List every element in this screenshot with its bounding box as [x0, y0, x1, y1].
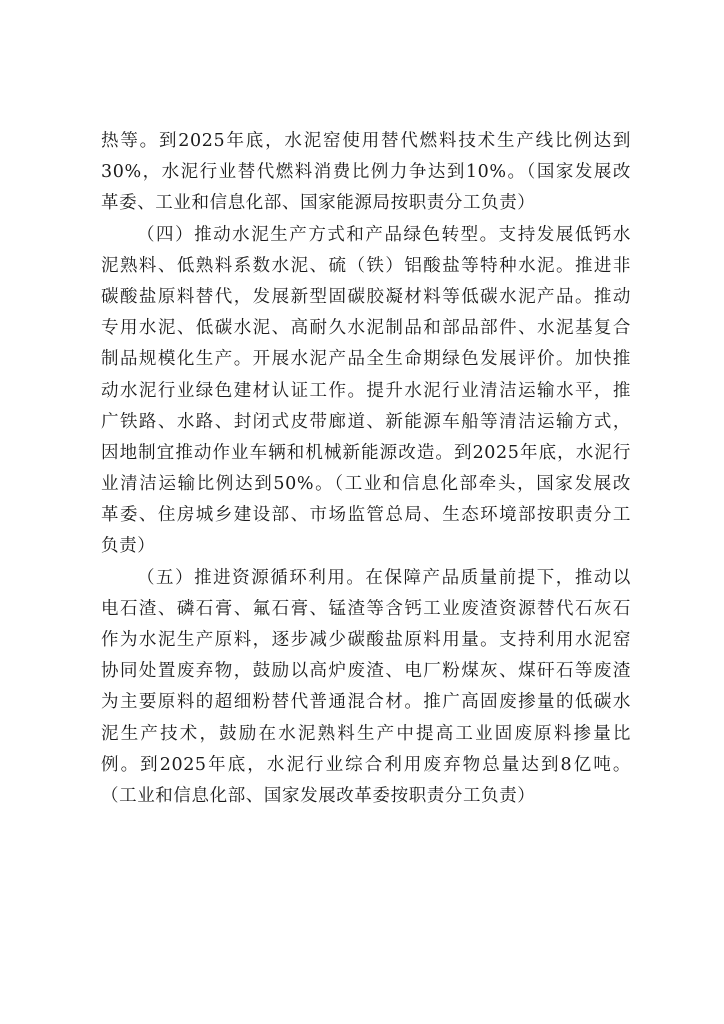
text-line: 电石渣、磷石膏、氟石膏、锰渣等含钙工业废渣资源替代石灰石	[101, 598, 631, 619]
text-line: 革委、住房城乡建设部、市场监管总局、生态环境部按职责分工	[101, 505, 631, 526]
text-line: 动水泥行业绿色建材认证工作。提升水泥行业清洁运输水平，推	[101, 380, 631, 401]
text-line: 专用水泥、低碳水泥、高耐久水泥制品和部品部件、水泥基复合	[101, 318, 631, 339]
text-line: 制品规模化生产。开展水泥产品全生命期绿色发展评价。加快推	[101, 349, 631, 370]
text-line: 泥熟料、低熟料系数水泥、硫（铁）铝酸盐等特种水泥。推进非	[101, 255, 631, 276]
text-line: 革委、工业和信息化部、国家能源局按职责分工负责）	[101, 193, 536, 214]
section-heading-line: （四）推动水泥生产方式和产品绿色转型。支持发展低钙水	[137, 224, 631, 245]
body-text	[101, 126, 631, 812]
section-heading-line: （五）推进资源循环利用。在保障产品质量前提下，推动以	[137, 567, 631, 588]
text-line: 协同处置废弃物，鼓励以高炉废渣、电厂粉煤灰、煤矸石等废渣	[101, 661, 631, 682]
text-line: 因地制宜推动作业车辆和机械新能源改造。到2025年底，水泥行	[101, 442, 631, 463]
text-line: （工业和信息化部、国家发展改革委按职责分工负责）	[101, 785, 536, 806]
text-line: 作为水泥生产原料，逐步减少碳酸盐原料用量。支持利用水泥窑	[101, 630, 631, 650]
text-line: 广铁路、水路、封闭式皮带廊道、新能源车船等清洁运输方式，	[101, 411, 631, 432]
text-line: 热等。到2025年底，水泥窑使用替代燃料技术生产线比例达到	[101, 131, 631, 151]
text-line: 碳酸盐原料替代，发展新型固碳胶凝材料等低碳水泥产品。推动	[101, 286, 631, 307]
text-line: 业清洁运输比例达到50%。（工业和信息化部牵头，国家发展改	[101, 474, 631, 495]
text-line: 泥生产技术，鼓励在水泥熟料生产中提高工业固废原料掺量比	[101, 723, 631, 744]
text-line: 30%，水泥行业替代燃料消费比例力争达到10%。（国家发展改	[101, 162, 631, 183]
text-line: 为主要原料的超细粉替代普通混合材。推广高固废掺量的低碳水	[101, 692, 631, 713]
text-line: 例。到2025年底，水泥行业综合利用废弃物总量达到8亿吨。	[101, 754, 631, 775]
text-line: 负责）	[101, 536, 156, 557]
